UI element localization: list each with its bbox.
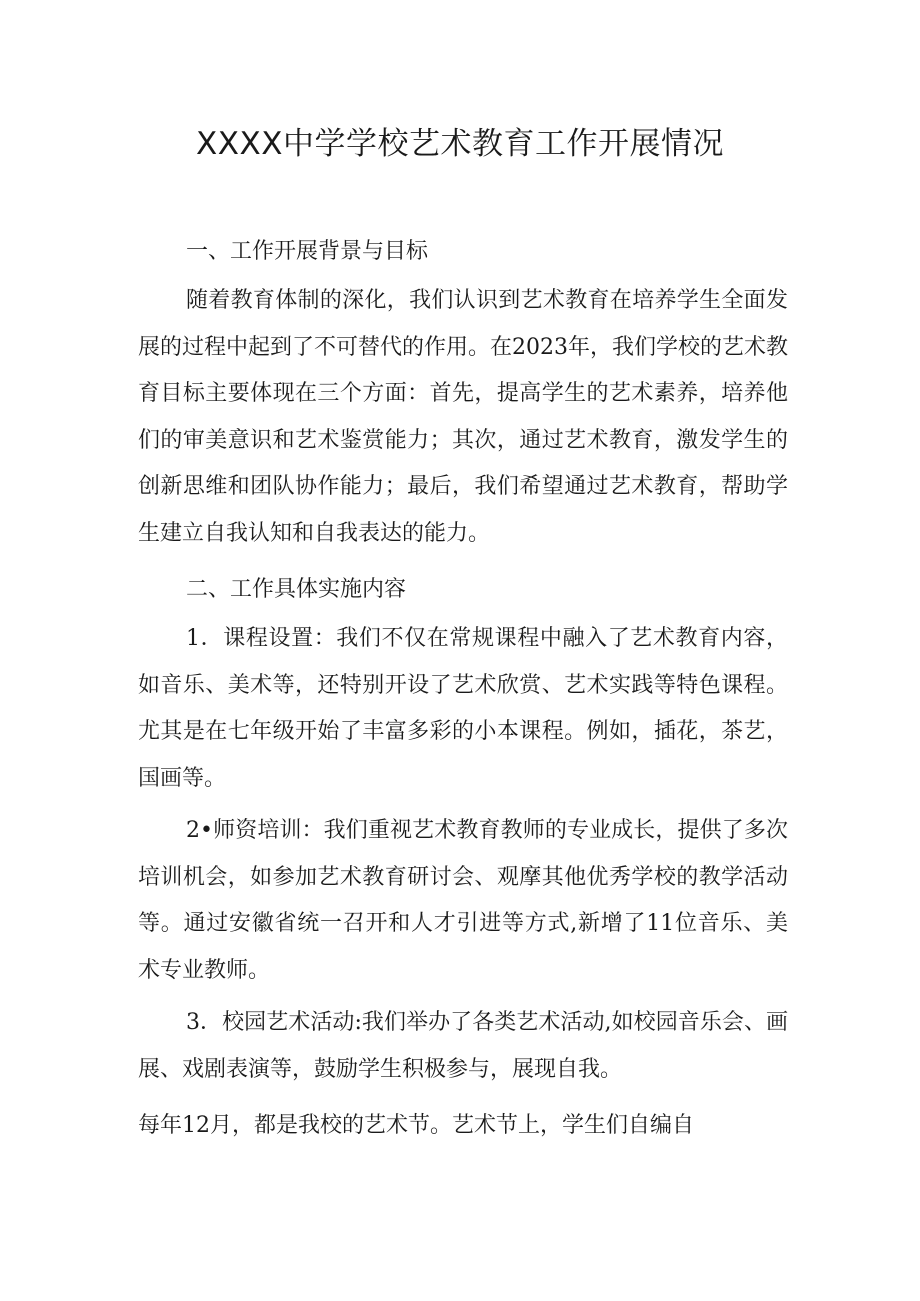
section-heading-implementation: 二、工作具体实施内容 (186, 577, 407, 602)
paragraph-campus-activities: 3．校园艺术活动:我们举办了各类艺术活动,如校园音乐会、画展、戏剧表演等，鼓励学生积极参与，展现自我。 (138, 1010, 788, 1082)
paragraph-course-setup: 1．课程设置：我们不仅在常规课程中融入了艺术教育内容，如音乐、美术等，还特别开设了艺术欣赏、艺术实践等特色课程。尤其是在七年级开始了丰富多彩的小本课程。例如，插花，茶艺，国画等。 (138, 626, 788, 791)
paragraph-teacher-training: 2•师资培训：我们重视艺术教育教师的专业成长，提供了多次培训机会，如参加艺术教育研讨会、观摩其他优秀学校的教学活动等。通过安徽省统一召开和人才引进等方式,新增了11位音乐、美术专业教师。 (138, 818, 788, 983)
section-heading-background: 一、工作开展背景与目标 (186, 239, 429, 264)
paragraph-art-festival: 每年12月，都是我校的艺术节。艺术节上，学生们自编自 (138, 1113, 694, 1138)
paragraph-background-goals: 随着教育体制的深化，我们认识到艺术教育在培养学生全面发展的过程中起到了不可替代的作用。在2023年，我们学校的艺术教育目标主要体现在三个方面：首先，提高学生的艺术素养，培养他们的审美意识和艺术鉴赏能力；其次，通过艺术教育，激发学生的创新思维和团队协作能力；最后，我们希望通过艺术教育，帮助学生建立自我认知和自我表达的能力。 (138, 288, 788, 546)
document-title: XXXX中学学校艺术教育工作开展情况 (196, 126, 724, 162)
